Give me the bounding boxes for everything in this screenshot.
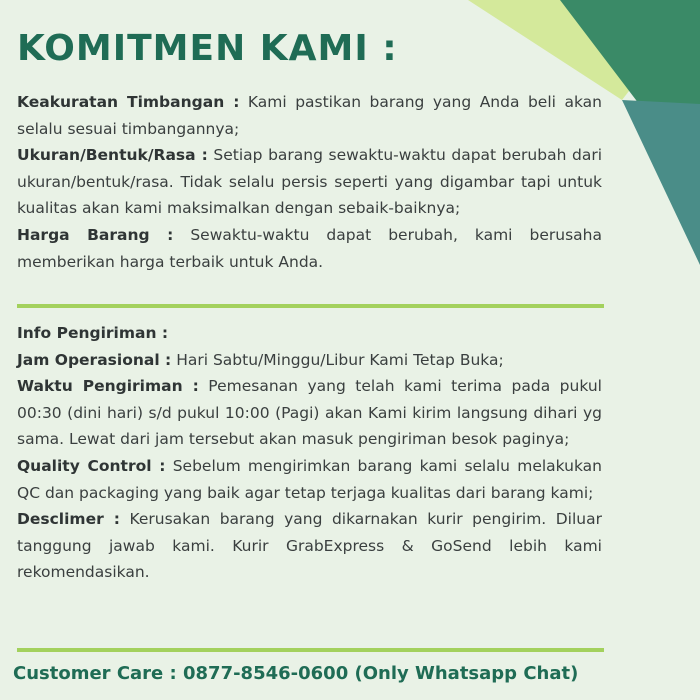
shipping-item [17,373,602,453]
shipping-text: Pemesanan yang telah kami terima pada pukul 00:30 (dini hari) s/d pukul 10:00 (Pagi) akan Kami kirim langsung dihari yg sama. Lewat dari jam tersebut akan masuk pengiriman besok paginya; [17,377,602,449]
shipping-item [17,347,602,374]
shipping-label: Waktu Pengiriman : [17,377,199,396]
commitment-label: Ukuran/Bentuk/Rasa : [17,146,208,165]
commitment-item [17,222,602,275]
shipping-label: Desclimer : [17,510,120,529]
page-title: KOMITMEN KAMI : [17,28,398,69]
shipping-item [17,453,602,506]
commitment-text: Kami pastikan barang yang Anda beli akan selalu sesuai timbangannya; [17,93,602,138]
shipping-item [17,506,602,586]
customer-care-text: Customer Care : 0877-8546-0600 (Only Whatsapp Chat) [13,663,579,684]
shipping-label: Jam Operasional : [17,350,172,369]
commitment-item [17,89,602,142]
commitment-item [17,142,602,222]
shipping-section [17,320,602,586]
shipping-text: Sebelum mengirimkan barang kami selalu melakukan QC dan packaging yang baik agar tetap terjaga kualitas dari barang kami; [17,456,603,502]
commitment-label: Harga Barang : [17,225,174,244]
divider-line [17,648,604,652]
shipping-text: Kerusakan barang yang dikarnakan kurir pengirim. Diluar tanggung jawab kami. Kurir GrabExpress & GoSend lebih kami rekomendasikan. [17,510,602,582]
commitment-label: Keakuratan Timbangan : [17,93,240,111]
commitment-text: Setiap barang sewaktu-waktu dapat berubah dari ukuran/bentuk/rasa. Tidak selalu persis seperti yang digambar tapi untuk kualitas akan kami maksimalkan dengan sebaik-baiknya; [17,146,602,218]
shipping-heading-line [17,320,602,347]
divider-line [17,304,604,308]
commitment-text: Sewaktu-waktu dapat berubah, kami berusaha memberikan harga terbaik untuk Anda. [17,225,602,271]
shipping-heading: Info Pengiriman : [17,324,169,342]
commitments-section [17,89,602,275]
shipping-text: Hari Sabtu/Minggu/Libur Kami Tetap Buka; [176,350,504,369]
shipping-label: Quality Control : [17,456,166,475]
